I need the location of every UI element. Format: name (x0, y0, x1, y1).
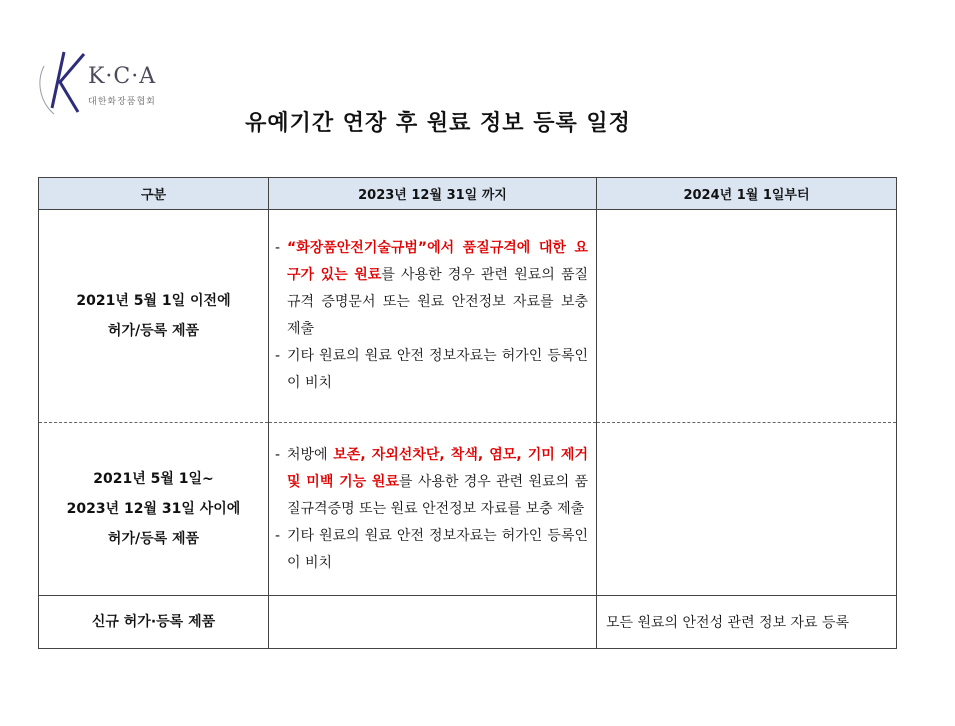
detail-item (275, 343, 588, 397)
schedule-table (38, 177, 897, 649)
row-category (39, 423, 269, 596)
table-row (39, 596, 897, 649)
header-from-2024: 2024년 1월 1일부터 (597, 178, 897, 210)
bullet-dash: - (275, 348, 281, 364)
category-line: 2023년 12월 31일 사이에 (66, 501, 241, 517)
detail-item (275, 442, 588, 523)
page-title: 유예기간 연장 후 원료 정보 등록 일정 (245, 111, 631, 136)
row-detail (269, 423, 597, 596)
detail-text: 를 사용한 경우 관련 원료의 품질규격 증명문서 또는 원료 안전정보 자료를 보충 제출 (287, 267, 588, 337)
category-line: 허가/등록 제품 (107, 323, 200, 339)
row-detail (269, 210, 597, 423)
header-until-2023: 2023년 12월 31일 까지 (269, 178, 597, 210)
table-row (39, 210, 897, 423)
logo-brand-text: K·C·A (88, 64, 157, 89)
category-line: 2021년 5월 1일~ (93, 471, 214, 487)
table-header-row (39, 178, 897, 210)
row-category (39, 210, 269, 423)
logo-subtitle: 대한화장품협회 (88, 97, 156, 107)
detail-text: 를 사용한 경우 관련 원료의 품질규격증명 또는 원료 안전정보 자료를 보충 제출 (287, 473, 588, 517)
bullet-dash: - (275, 527, 281, 544)
category-line: 허가/등록 제품 (107, 531, 200, 547)
detail-prefix: 처방에 (287, 446, 334, 463)
row-before-cell (269, 596, 597, 649)
bullet-dash: - (275, 446, 281, 463)
highlight-text: “화장품안전기술규범”에서 품질규격에 대한 요구가 있는 원료 (287, 240, 588, 283)
category-line: 2021년 5월 1일 이전에 (76, 293, 231, 309)
detail-item (275, 235, 588, 343)
row-after-cell (597, 210, 897, 423)
detail-text: 기타 원료의 원료 안전 정보자료는 허가인 등록인이 비치 (287, 348, 588, 391)
detail-text: 기타 원료의 원료 안전 정보자료는 허가인 등록인이 비치 (287, 527, 588, 571)
highlight-text: 보존, 자외선차단, 착색, 염모, 기미 제거 및 미백 기능 원료 (287, 446, 588, 490)
header-category: 구분 (39, 178, 269, 210)
detail-item (275, 523, 588, 577)
bullet-dash: - (275, 240, 281, 256)
row-after-cell (597, 423, 897, 596)
category-line: 신규 허가·등록 제품 (91, 614, 216, 630)
row-category (39, 596, 269, 649)
row-after-cell: 모든 원료의 안전성 관련 정보 자료 등록 (597, 596, 897, 649)
table-row (39, 423, 897, 596)
